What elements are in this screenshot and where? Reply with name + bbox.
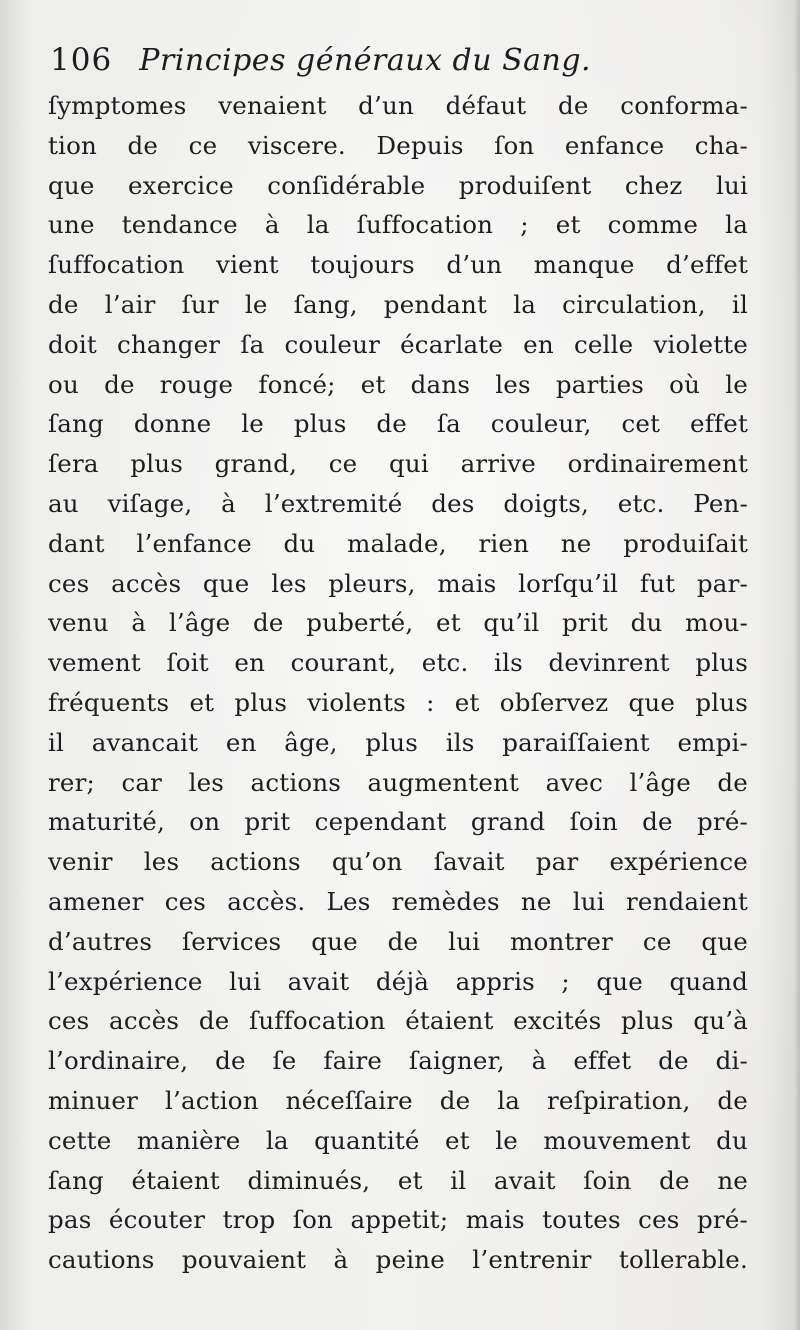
text-line: une tendance à la ſuffocation ; et comme la — [48, 210, 748, 240]
text-line: de l’air ſur le ſang, pendant la circulation, il — [48, 289, 748, 319]
text-line: pas écouter trop ſon appetit; mais toutes ces pré- — [48, 1205, 748, 1235]
text-line: ſera plus grand, ce qui arrive ordinairement — [48, 449, 748, 479]
text-line: ces accès de ſuffocation étaient excités plus qu’à — [48, 1006, 748, 1036]
text-line: vement ſoit en courant, etc. ils devinrent plus — [48, 648, 748, 678]
text-line: au viſage, à l’extremité des doigts, etc. Pen- — [48, 488, 748, 518]
body-text — [48, 86, 748, 1280]
text-line: fréquents et plus violents : et obſervez que plus — [48, 687, 748, 717]
text-line: ſymptomes venaient d’un défaut de conforma- — [48, 91, 748, 120]
text-line: tion de ce viscere. Depuis ſon enfance cha- — [48, 130, 748, 160]
text-line: ſang donne le plus de ſa couleur, cet effet — [48, 409, 748, 439]
page-edge-shadow — [794, 0, 800, 1330]
text-line: cette manière la quantité et le mouvement du — [48, 1125, 748, 1155]
text-line: cautions pouvaient à peine l’entrenir tollerable. — [48, 1245, 748, 1275]
page-number: 106 — [50, 42, 113, 78]
text-line: que exercice conſidérable produiſent chez lui — [48, 170, 748, 200]
text-line: dant l’enfance du malade, rien ne produiſait — [48, 528, 748, 558]
text-line: ſang étaient diminués, et il avait ſoin de ne — [48, 1165, 748, 1195]
text-line: d’autres ſervices que de lui montrer ce que — [48, 926, 748, 956]
text-line: maturité, on prit cependant grand ſoin de pré- — [48, 807, 748, 837]
text-line: ces accès que les pleurs, mais lorſqu’il fut par- — [48, 568, 748, 598]
text-line: doit changer ſa couleur écarlate en celle violette — [48, 329, 748, 359]
running-title: Principes généraux du Sang. — [139, 43, 592, 78]
text-line: ſuffocation vient toujours d’un manque d’effet — [48, 250, 748, 280]
text-line: amener ces accès. Les remèdes ne lui rendaient — [48, 886, 748, 916]
text-line: il avancait en âge, plus ils paraiſſaient empi- — [48, 727, 748, 757]
text-line: l’ordinaire, de ſe faire ſaigner, à effet de di- — [48, 1046, 748, 1076]
running-header — [50, 42, 770, 92]
text-line: l’expérience lui avait déjà appris ; que quand — [48, 966, 748, 996]
text-line: minuer l’action néceſſaire de la reſpiration, de — [48, 1085, 748, 1115]
text-line: venu à l’âge de puberté, et qu’il prit du mou- — [48, 608, 748, 638]
text-line: ou de rouge foncé; et dans les parties où le — [48, 369, 748, 399]
text-line: venir les actions qu’on ſavait par expérience — [48, 847, 748, 877]
text-line: rer; car les actions augmentent avec l’âge de — [48, 767, 748, 797]
